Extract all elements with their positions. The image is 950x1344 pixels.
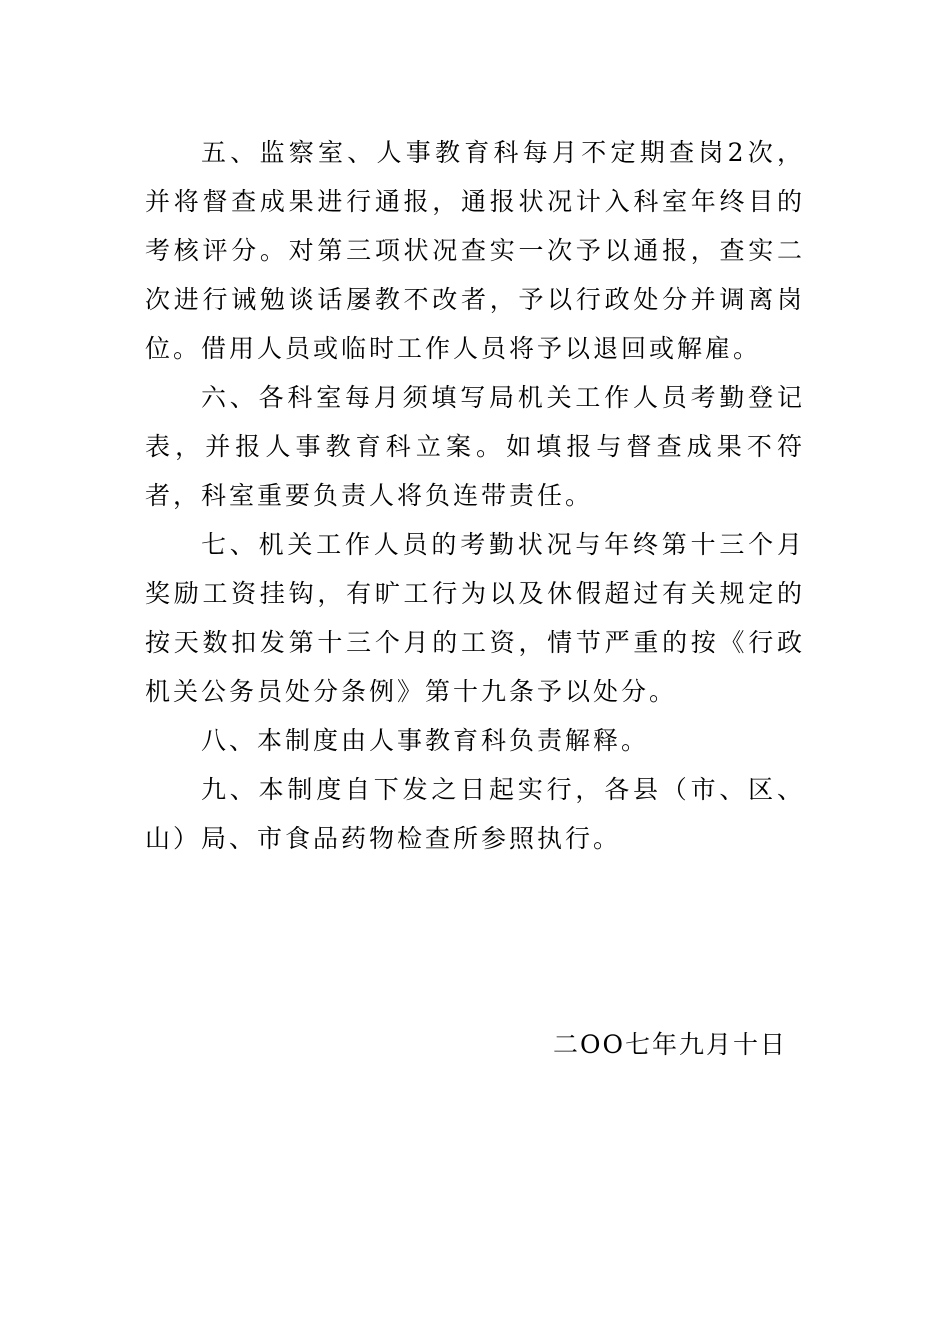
document-date: 二OO七年九月十日 bbox=[553, 1030, 787, 1059]
paragraph-item-6: 六、各科室每月须填写局机关工作人员考勤登记表，并报人事教育科立案。如填报与督查成果不符者，科室重要负责人将负连带责任。 bbox=[145, 383, 805, 510]
paragraph-item-9: 九、本制度自下发之日起实行，各县（市、区、山）局、市食品药物检查所参照执行。 bbox=[145, 775, 805, 853]
paragraph-item-7: 七、机关工作人员的考勤状况与年终第十三个月奖励工资挂钩，有旷工行为以及休假超过有关规定的按天数扣发第十三个月的工资，情节严重的按《行政机关公务员处分条例》第十九条予以处分。 bbox=[145, 530, 805, 706]
document-body bbox=[145, 128, 805, 863]
paragraph-item-5: 五、监察室、人事教育科每月不定期查岗2次，并将督查成果进行通报，通报状况计入科室年终目的考核评分。对第三项状况查实一次予以通报，查实二次进行诫勉谈话屡教不改者，予以行政处分并调离岗位。借用人员或临时工作人员将予以退回或解雇。 bbox=[145, 138, 805, 363]
paragraph-item-8: 八、本制度由人事教育科负责解释。 bbox=[201, 726, 650, 755]
